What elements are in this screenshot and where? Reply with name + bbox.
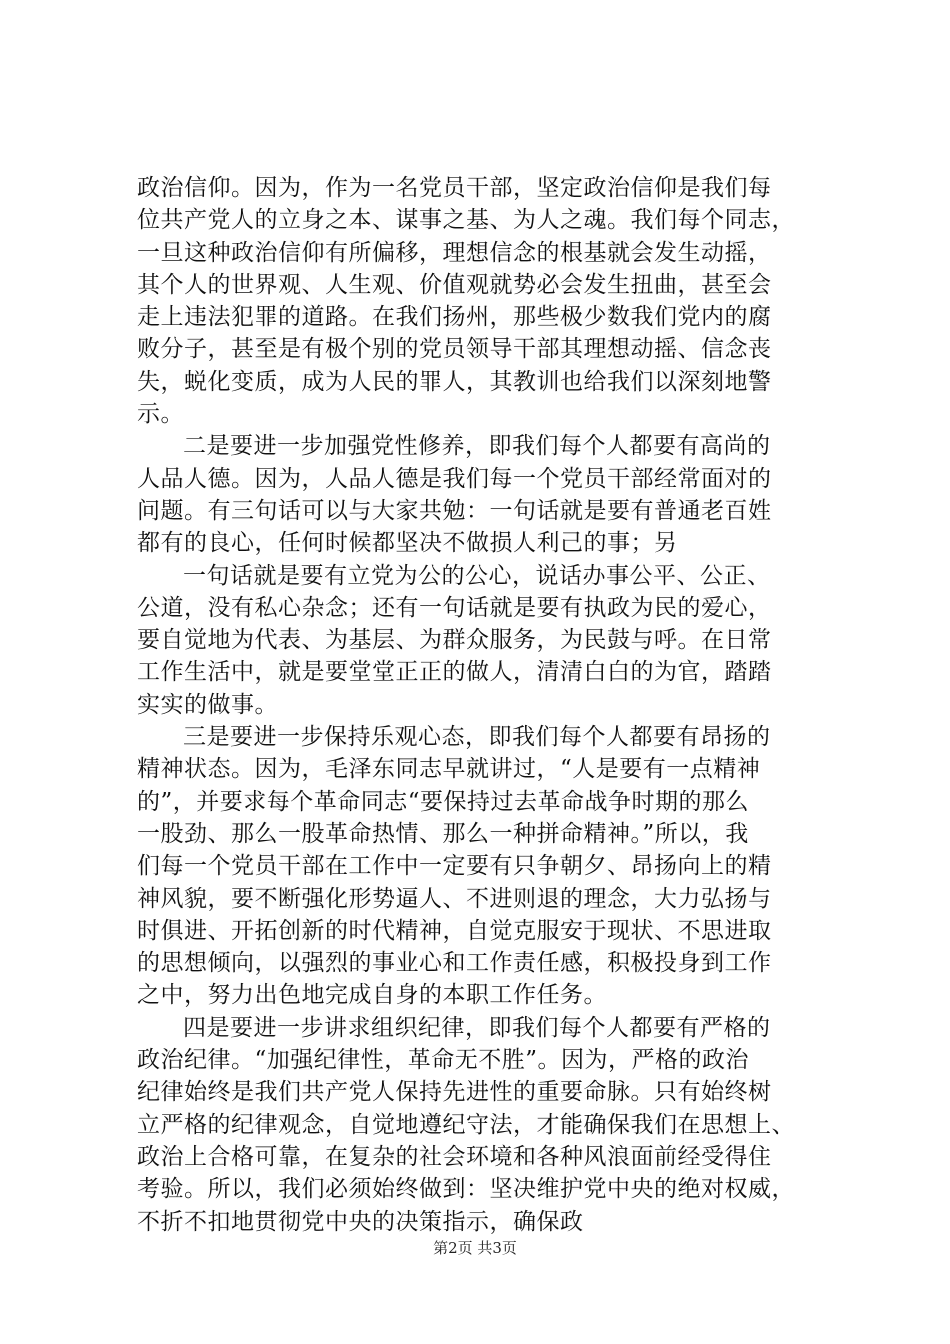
- text-line: 失，蜕化变质，成为人民的罪人，其教训也给我们以深刻地警: [137, 368, 772, 395]
- text-line: 示。: [137, 401, 184, 428]
- text-line: 要自觉地为代表、为基层、为群众服务，为民鼓与呼。在日常: [137, 627, 772, 654]
- text-line: 二是要进一步加强党性修养，即我们每个人都要有高尚的: [183, 433, 771, 460]
- text-line: 一句话就是要有立党为公的公心，说话办事公平、公正、: [183, 562, 771, 589]
- text-line: 的思想倾向，以强烈的事业心和工作责任感，积极投身到工作: [137, 950, 772, 977]
- document-body: [137, 172, 827, 1238]
- text-line: 精神状态。因为，毛泽东同志早就讲过，“人是要有一点精神: [137, 756, 761, 783]
- text-line: 都有的良心，任何时候都坚决不做损人利己的事；另: [137, 530, 678, 557]
- text-line: 败分子，甚至是有极个别的党员领导干部其理想动摇、信念丧: [137, 336, 772, 363]
- text-line: 问题。有三句话可以与大家共勉：一句话就是要有普通老百姓: [137, 497, 772, 524]
- text-line: 其个人的世界观、人生观、价值观就势必会发生扭曲，甚至会: [137, 271, 772, 298]
- text-line: 之中，努力出色地完成自身的本职工作任务。: [137, 982, 607, 1009]
- text-line: 走上违法犯罪的道路。在我们扬州，那些极少数我们党内的腐: [137, 304, 772, 331]
- text-line: 神风貌，要不断强化形势逼人、不进则退的理念，大力弘扬与: [137, 885, 772, 912]
- text-line: 时俱进、开拓创新的时代精神，自觉克服安于现状、不思进取: [137, 917, 772, 944]
- text-line: 一股劲、那么一股革命热情、那么一种拼命精神。”所以，我: [137, 820, 749, 847]
- text-line: 一旦这种政治信仰有所偏移，理想信念的根基就会发生动摇，: [137, 239, 772, 266]
- text-line: 政治纪律。“加强纪律性，革命无不胜”。因为，严格的政治: [137, 1047, 750, 1074]
- text-line: 四是要进一步讲求组织纪律，即我们每个人都要有严格的: [183, 1014, 771, 1041]
- text-line: 政治信仰。因为，作为一名党员干部，坚定政治信仰是我们每: [137, 175, 772, 201]
- page-footer: 第2页 共3页: [433, 1239, 517, 1257]
- text-line: 纪律始终是我们共产党人保持先进性的重要命脉。只有始终树: [137, 1079, 772, 1106]
- text-line: 实实的做事。: [137, 691, 278, 718]
- text-line: 工作生活中，就是要堂堂正正的做人，清清白白的为官，踏踏: [137, 659, 772, 686]
- text-line: 公道，没有私心杂念；还有一句话就是要有执政为民的爱心，: [137, 594, 772, 621]
- text-line: 位共产党人的立身之本、谋事之基、为人之魂。我们每个同志，: [137, 207, 795, 234]
- text-line: 不折不扣地贯彻党中央的决策指示，确保政: [137, 1208, 584, 1235]
- text-line: 的”，并要求每个革命同志“要保持过去革命战争时期的那么: [137, 788, 750, 815]
- text-line: 政治上合格可靠，在复杂的社会环境和各种风浪面前经受得住: [137, 1143, 772, 1170]
- text-line: 考验。所以，我们必须始终做到：坚决维护党中央的绝对权威，: [137, 1176, 795, 1203]
- text-line: 人品人德。因为，人品人德是我们每一个党员干部经常面对的: [137, 465, 772, 492]
- text-line: 们每一个党员干部在工作中一定要有只争朝夕、昂扬向上的精: [137, 853, 772, 880]
- text-line: 三是要进一步保持乐观心态，即我们每个人都要有昂扬的: [183, 724, 771, 751]
- text-line: 立严格的纪律观念，自觉地遵纪守法，才能确保我们在思想上、: [137, 1111, 795, 1138]
